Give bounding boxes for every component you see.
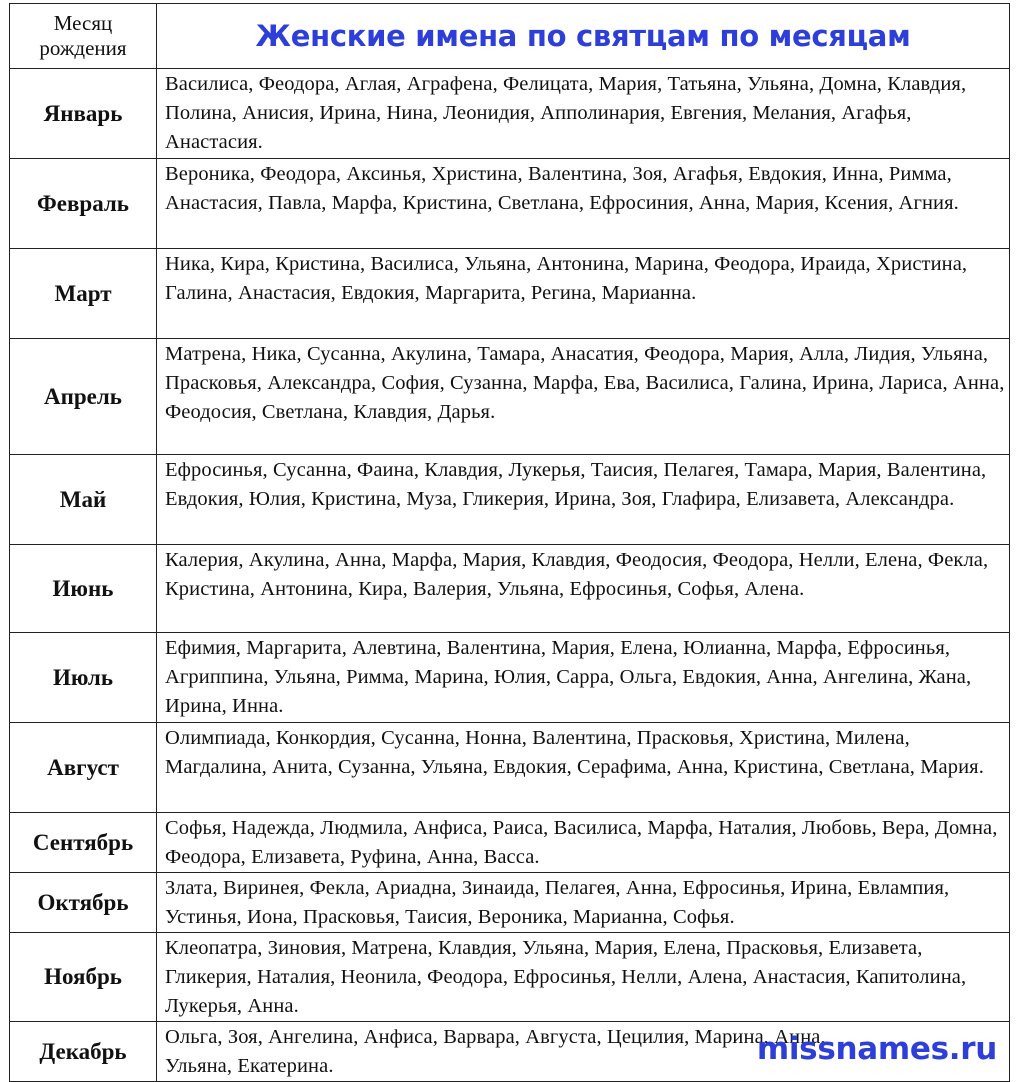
names-cell: Калерия, Акулина, Анна, Марфа, Мария, Клавдия, Феодосия, Феодора, Нелли, Елена, Фекла, Кристина, Антонина, Кира, Валерия, Ульяна, Ефросинья, Софья, Алена. — [157, 545, 1010, 633]
names-cell: Злата, Виринея, Фекла, Ариадна, Зинаида, Пелагея, Анна, Ефросинья, Ирина, Евлампия, Устинья, Иона, Прасковья, Таисия, Вероника, Марианна, Софья. — [157, 873, 1010, 933]
month-cell: Май — [10, 455, 157, 545]
table-row-may — [10, 455, 1010, 545]
page-title: Женские имена по святцам по месяцам — [157, 4, 1010, 69]
table-row-june — [10, 545, 1010, 633]
table-row-september — [10, 813, 1010, 873]
names-cell: Ефросинья, Сусанна, Фаина, Клавдия, Лукерья, Таисия, Пелагея, Тамара, Мария, Валентина, Евдокия, Юлия, Кристина, Муза, Гликерия, Ирина, Зоя, Глафира, Елизавета, Александра. — [157, 455, 1010, 545]
month-cell: Январь — [10, 69, 157, 159]
table-row-october — [10, 873, 1010, 933]
month-cell: Октябрь — [10, 873, 157, 933]
month-cell: Июль — [10, 633, 157, 723]
month-cell: Февраль — [10, 159, 157, 249]
table-row-april — [10, 339, 1010, 455]
names-cell: Софья, Надежда, Людмила, Анфиса, Раиса, Василиса, Марфа, Наталия, Любовь, Вера, Домна, Феодора, Елизавета, Руфина, Анна, Васса. — [157, 813, 1010, 873]
month-cell: Июнь — [10, 545, 157, 633]
site-watermark: missnames.ru — [756, 1031, 997, 1067]
table-row-july — [10, 633, 1010, 723]
table-row-august — [10, 723, 1010, 813]
table-row-march — [10, 249, 1010, 339]
table-row-january — [10, 69, 1010, 159]
month-cell: Декабрь — [10, 1022, 157, 1082]
month-cell: Ноябрь — [10, 933, 157, 1022]
names-cell: Матрена, Ника, Сусанна, Акулина, Тамара, Анасатия, Феодора, Мария, Алла, Лидия, Ульяна, Прасковья, Александра, София, Сузанна, Марфа, Ева, Василиса, Галина, Ирина, Лариса, Анна, Феодосия, Светлана, Клавдия, Дарья. — [157, 339, 1010, 455]
month-cell: Март — [10, 249, 157, 339]
month-cell: Август — [10, 723, 157, 813]
month-cell: Апрель — [10, 339, 157, 455]
names-table — [9, 3, 1010, 1082]
month-cell: Сентябрь — [10, 813, 157, 873]
names-cell: Олимпиада, Конкордия, Сусанна, Нонна, Валентина, Прасковья, Христина, Милена, Магдалина, Анита, Сузанна, Ульяна, Евдокия, Серафима, Анна, Кристина, Светлана, Мария. — [157, 723, 1010, 813]
table-row-november — [10, 933, 1010, 1022]
table-header-row — [10, 4, 1010, 69]
names-cell: Ника, Кира, Кристина, Василиса, Ульяна, Антонина, Марина, Феодора, Ираида, Христина, Галина, Анастасия, Евдокия, Маргарита, Регина, Марианна. — [157, 249, 1010, 339]
names-table-sheet — [9, 3, 1009, 1077]
table-row-february — [10, 159, 1010, 249]
names-cell: Вероника, Феодора, Аксинья, Христина, Валентина, Зоя, Агафья, Евдокия, Инна, Римма, Анастасия, Павла, Марфа, Кристина, Светлана, Ефросиния, Анна, Мария, Ксения, Агния. — [157, 159, 1010, 249]
names-cell: Ольга, Зоя, Ангелина, Анфиса, Варвара, Августа, Цецилия, Марина, Анна, Ульяна, Екатерина. — [157, 1022, 1010, 1082]
names-cell: Ефимия, Маргарита, Алевтина, Валентина, Мария, Елена, Юлианна, Марфа, Ефросинья, Агриппина, Ульяна, Римма, Марина, Юлия, Сарра, Ольга, Евдокия, Анна, Ангелина, Жана, Ирина, Инна. — [157, 633, 1010, 723]
names-cell: Василиса, Феодора, Аглая, Аграфена, Фелицата, Мария, Татьяна, Ульяна, Домна, Клавдия, Полина, Анисия, Ирина, Нина, Леонидия, Апполинария, Евгения, Мелания, Агафья, Анастасия. — [157, 69, 1010, 159]
names-cell: Клеопатра, Зиновия, Матрена, Клавдия, Ульяна, Мария, Елена, Прасковья, Елизавета, Гликерия, Наталия, Неонила, Феодора, Ефросинья, Нелли, Алена, Анастасия, Капитолина, Лукерья, Анна. — [157, 933, 1010, 1022]
month-column-header: Месяц рождения — [10, 4, 157, 69]
